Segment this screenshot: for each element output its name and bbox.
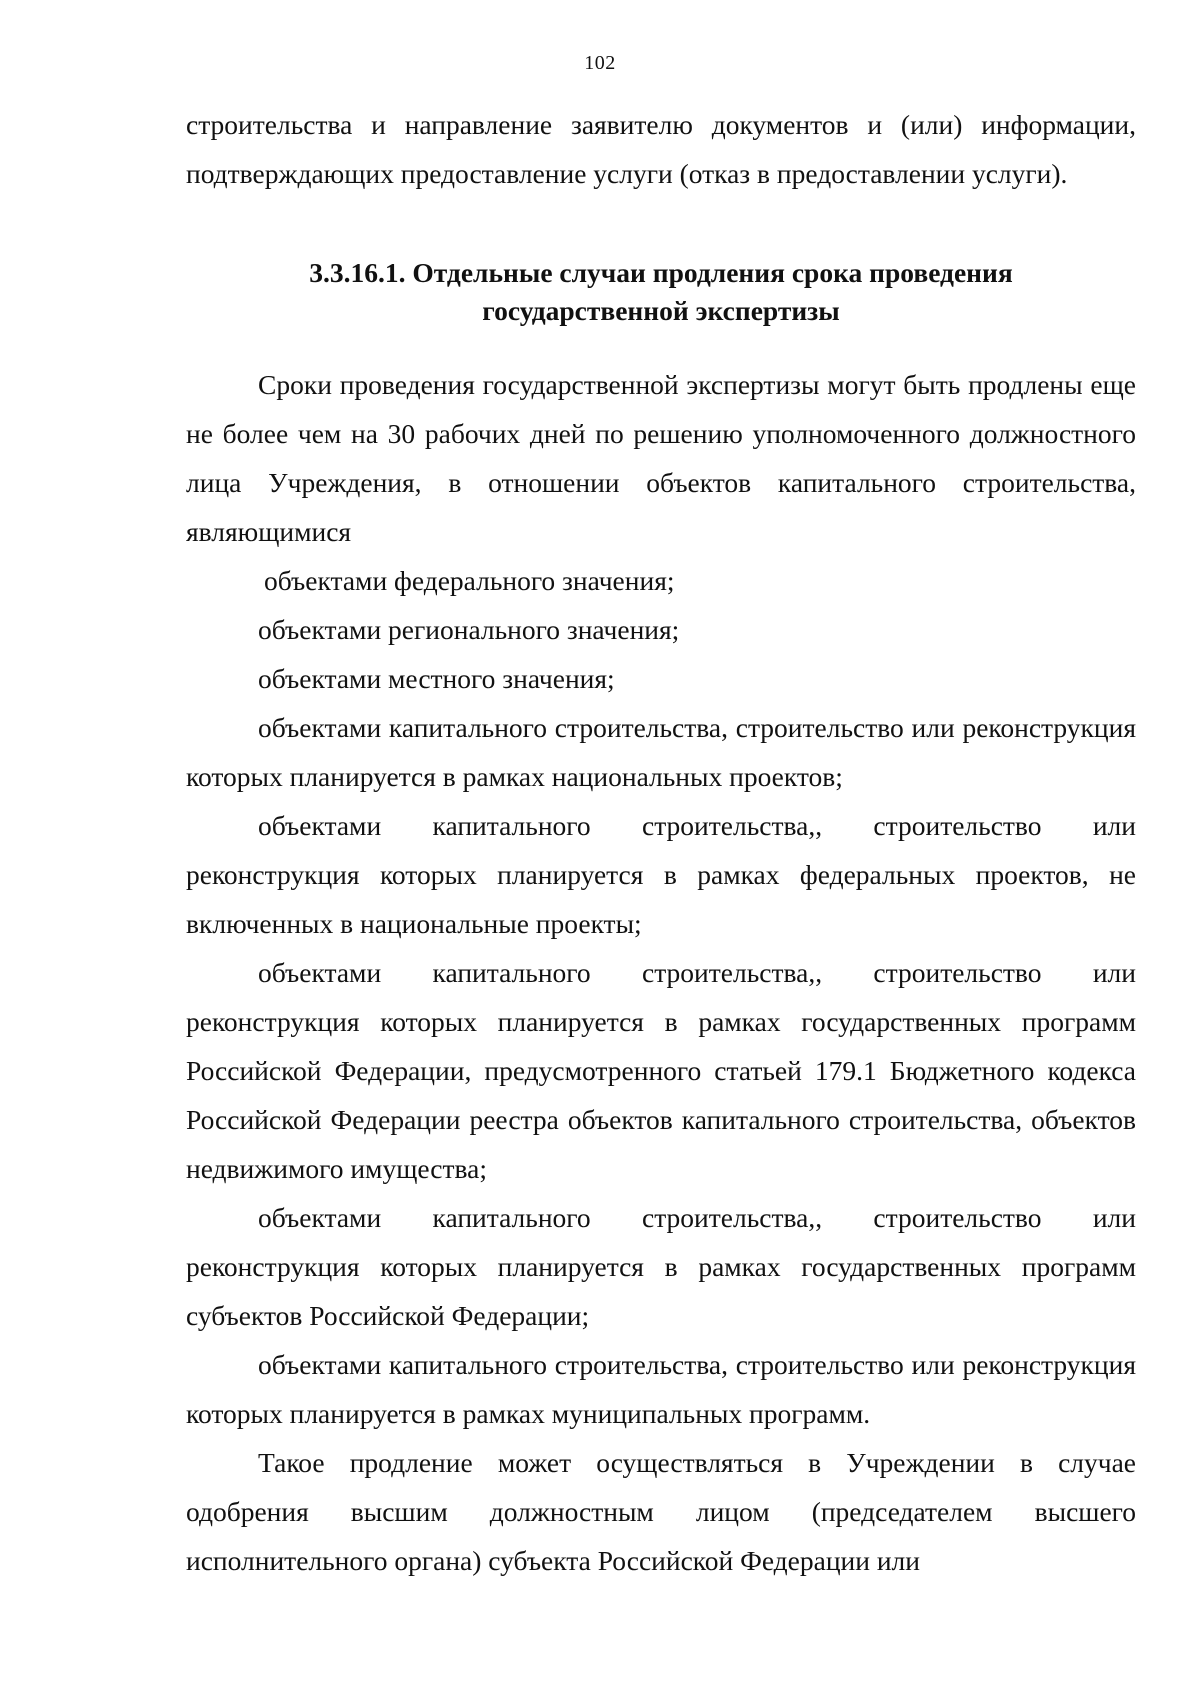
intro-block — [186, 100, 1136, 198]
list-item-national-projects: объектами капитального строительства, строительство или реконструкция которых планируется в рамках национальных проектов; — [186, 712, 1136, 792]
intro-paragraph: строительства и направление заявителю документов и (или) информации, подтверждающих предоставление услуги (отказ в предоставлении услуги). — [186, 109, 1136, 189]
section-heading — [186, 254, 1136, 330]
list-item-state-programs-rf: объектами капитального строительства,, строительство или реконструкция которых планируется в рамках государственных программ Российской Федерации, предусмотренного статьей 179.1 Бюджетного кодекса Российской Федерации реестра объектов капитального строительства, объектов недвижимого имущества; — [186, 957, 1136, 1184]
list-item-regional: объектами регионального значения; — [258, 614, 680, 645]
paragraph-approval: Такое продление может осуществляться в Учреждении в случае одобрения высшим должностным лицом (председателем высшего исполнительного органа) субъекта Российской Федерации или — [186, 1447, 1136, 1576]
list-item-federal-projects: объектами капитального строительства,, строительство или реконструкция которых планируется в рамках федеральных проектов, не включенных в национальные проекты; — [186, 810, 1136, 939]
list-item-local: объектами местного значения; — [258, 663, 615, 694]
list-item-state-programs-subjects: объектами капитального строительства,, строительство или реконструкция которых планируется в рамках государственных программ субъектов Российской Федерации; — [186, 1202, 1136, 1331]
section-heading-line-1: 3.3.16.1. Отдельные случаи продления срока проведения — [309, 257, 1013, 288]
list-item-municipal-programs: объектами капитального строительства, строительство или реконструкция которых планируется в рамках муниципальных программ. — [186, 1349, 1136, 1429]
paragraph-extension-terms: Сроки проведения государственной экспертизы могут быть продлены еще не более чем на 30 рабочих дней по решению уполномоченного должностного лица Учреждения, в отношении объектов капитального строительства, являющимися — [186, 369, 1136, 547]
section-heading-line-2: государственной экспертизы — [482, 295, 840, 326]
page-number: 102 — [584, 52, 616, 74]
main-text — [186, 360, 1136, 1585]
list-item-federal: объектами федерального значения; — [264, 565, 675, 596]
